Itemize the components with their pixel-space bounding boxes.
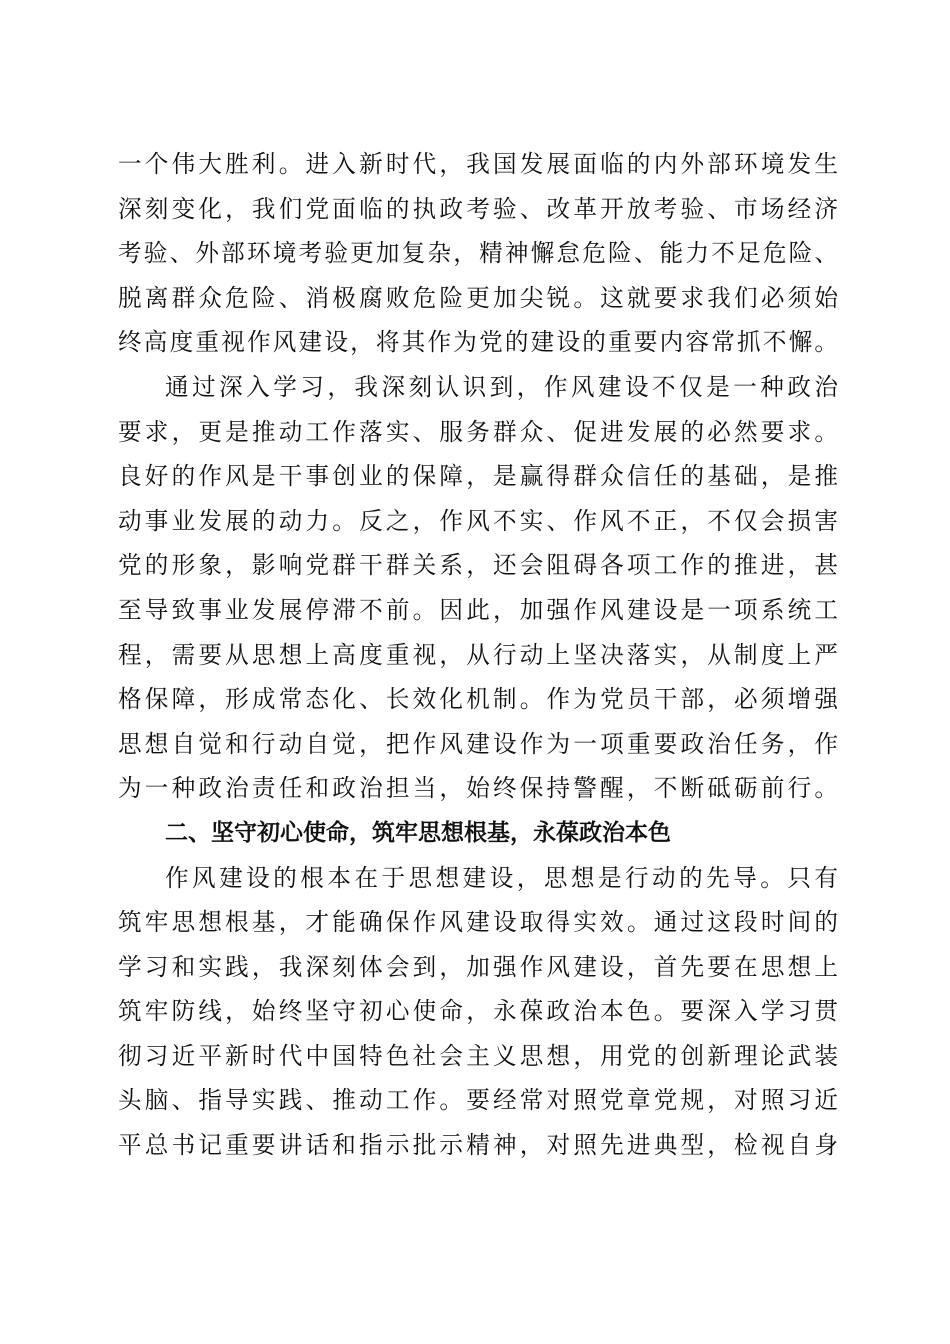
text-line: 彻习近平新时代中国特色社会主义思想，用党的创新理论武装 xyxy=(118,1041,838,1070)
text-line: 终高度重视作风建设，将其作为党的建设的重要内容常抓不懈。 xyxy=(118,328,838,357)
text-line: 要求，更是推动工作落实、服务群众、促进发展的必然要求。 xyxy=(118,417,838,446)
text-line: 脱离群众危险、消极腐败危险更加尖锐。这就要求我们必须始 xyxy=(118,283,838,312)
body-text xyxy=(118,142,838,1168)
text-line: 良好的作风是干事创业的保障，是赢得群众信任的基础，是推 xyxy=(118,462,838,491)
text-line: 考验、外部环境考验更加复杂，精神懈怠危险、能力不足危险、 xyxy=(118,239,838,268)
paragraph-1 xyxy=(118,142,838,365)
text-line: 为一种政治责任和政治担当，始终保持警醒，不断砥砺前行。 xyxy=(118,774,838,803)
text-line: 筑牢防线，始终坚守初心使命，永葆政治本色。要深入学习贯 xyxy=(118,997,838,1026)
text-line: 至导致事业发展停滞不前。因此，加强作风建设是一项系统工 xyxy=(118,595,838,624)
text-line: 思想自觉和行动自觉，把作风建设作为一项重要政治任务，作 xyxy=(118,729,838,758)
text-line: 动事业发展的动力。反之，作风不实、作风不正，不仅会损害 xyxy=(118,506,838,535)
text-line: 学习和实践，我深刻体会到，加强作风建设，首先要在思想上 xyxy=(118,952,838,981)
paragraph-3 xyxy=(118,856,838,1168)
text-line: 平总书记重要讲话和指示批示精神，对照先进典型，检视自身 xyxy=(118,1131,838,1160)
text-line: 筑牢思想根基，才能确保作风建设取得实效。通过这段时间的 xyxy=(118,908,838,937)
text-line: 一个伟大胜利。进入新时代，我国发展面临的内外部环境发生 xyxy=(118,150,838,178)
text-line: 作风建设的根本在于思想建设，思想是行动的先导。只有 xyxy=(165,863,838,892)
paragraph-2 xyxy=(118,365,838,811)
text-line: 深刻变化，我们党面临的执政考验、改革开放考验、市场经济 xyxy=(118,194,838,223)
text-line: 党的形象，影响党群干群关系，还会阻碍各项工作的推进，甚 xyxy=(118,551,838,580)
text-line: 格保障，形成常态化、长效化机制。作为党员干部，必须增强 xyxy=(118,685,838,714)
text-line: 头脑、指导实践、推动工作。要经常对照党章党规，对照习近 xyxy=(118,1086,838,1115)
text-line: 通过深入学习，我深刻认识到，作风建设不仅是一种政治 xyxy=(165,372,838,401)
text-line: 程，需要从思想上高度重视，从行动上坚决落实，从制度上严 xyxy=(118,640,838,669)
section-heading: 二、坚守初心使命，筑牢思想根基，永葆政治本色 xyxy=(165,819,671,846)
